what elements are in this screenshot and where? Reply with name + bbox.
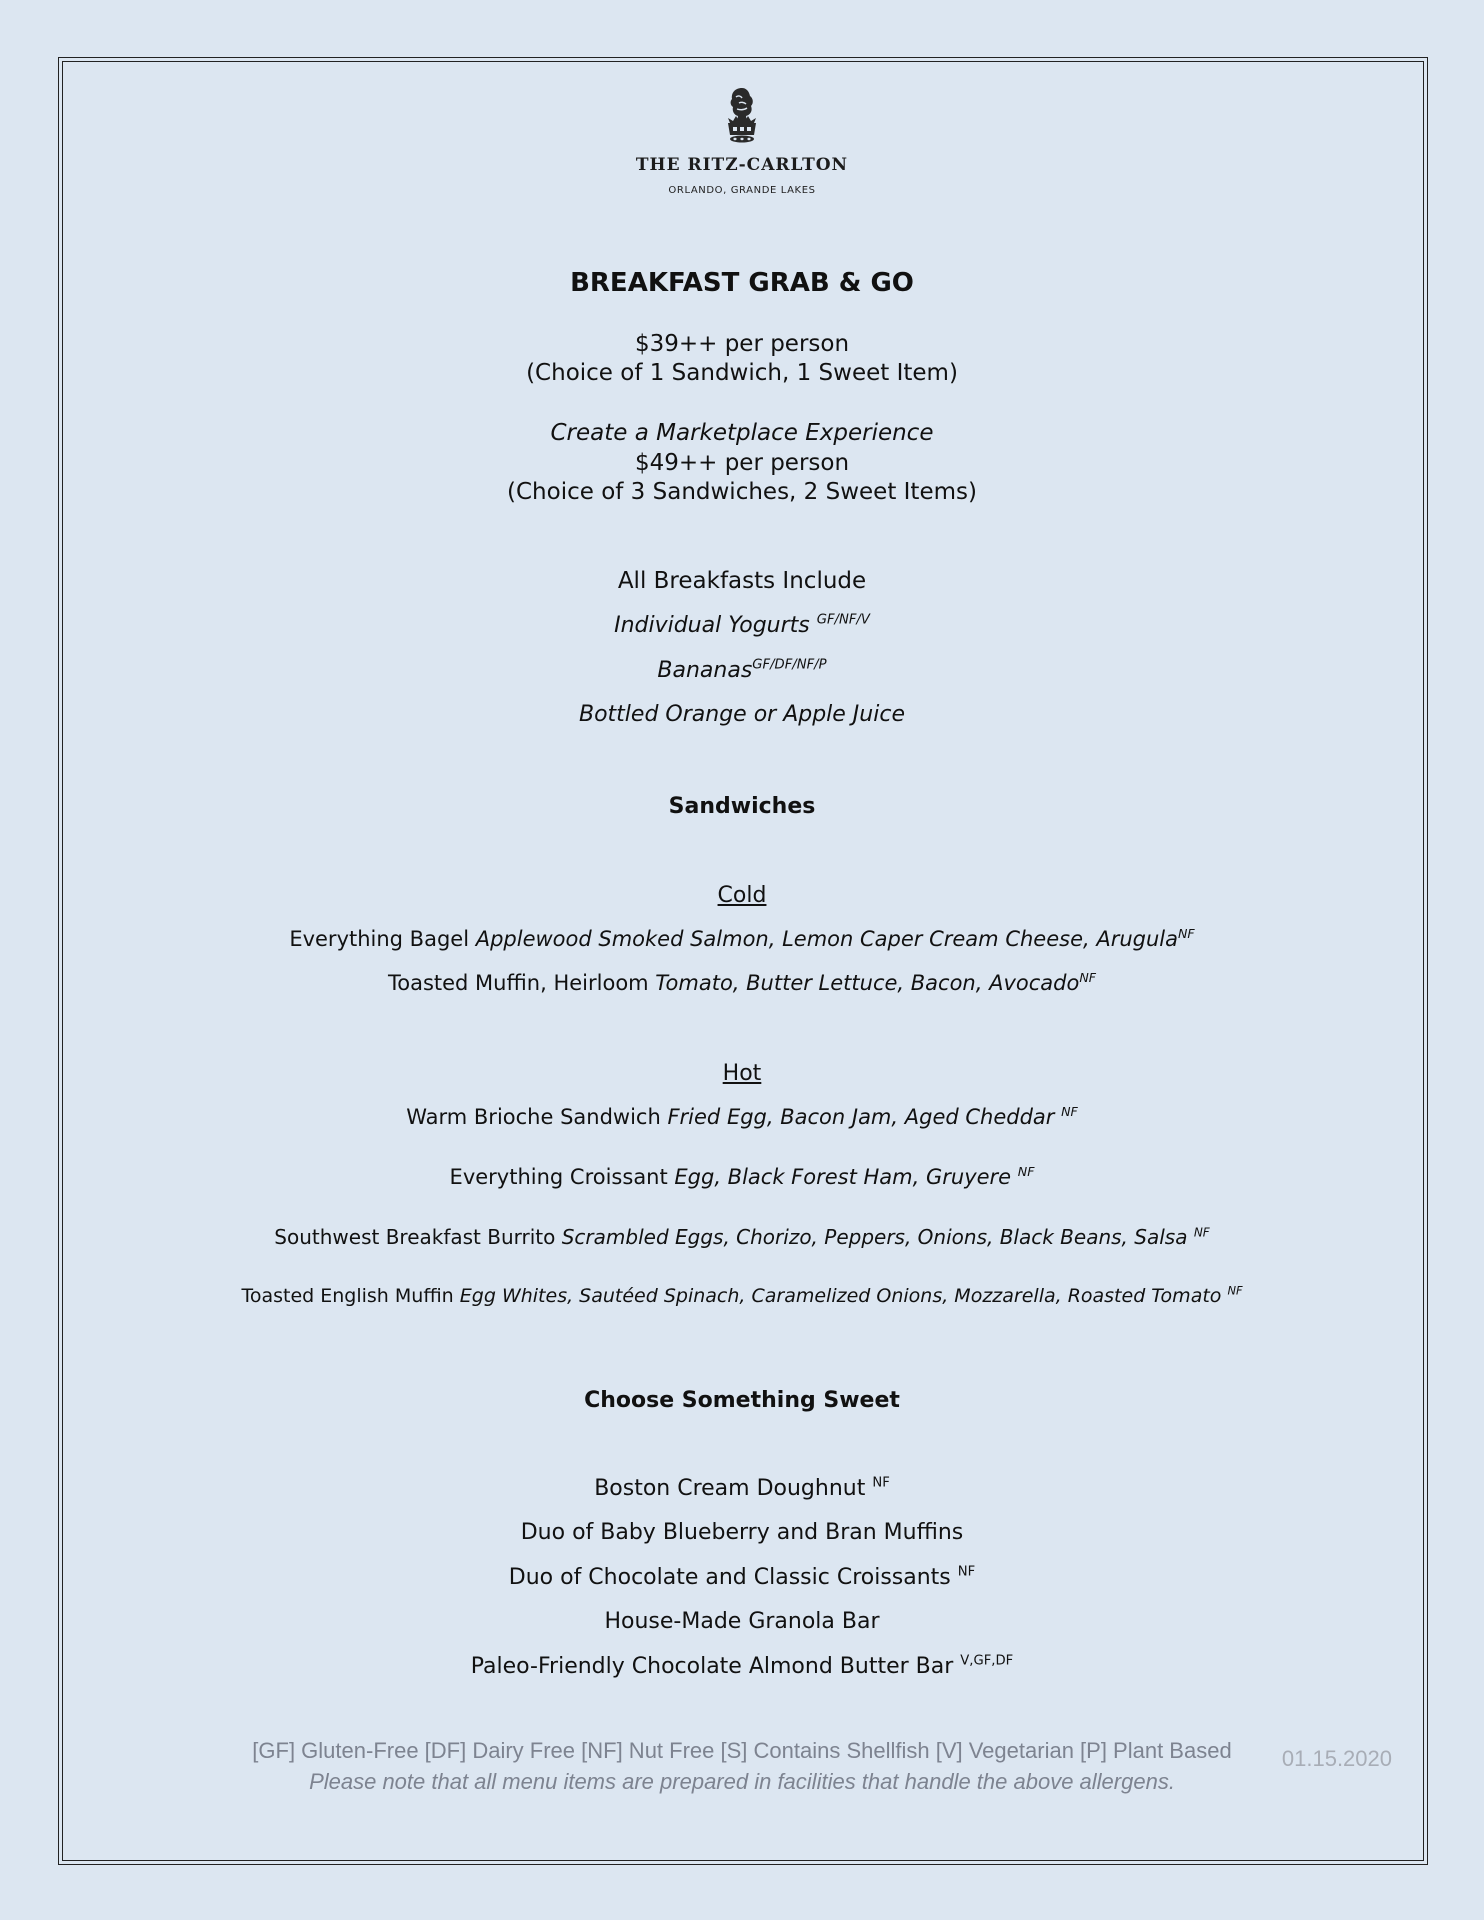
dietary-tag: NF [957, 1564, 976, 1580]
brand-name: THE RITZ-CARLTON [635, 155, 849, 175]
dietary-tag: GF/DF/NF/P [752, 657, 827, 673]
sweet-item: Duo of Baby Blueberry and Bran Muffins [520, 1520, 964, 1545]
dietary-tag: NF [872, 1475, 890, 1491]
lion-crown-icon [720, 85, 764, 145]
hot-sandwich-item: Warm Brioche Sandwich Fried Egg, Bacon Jam, Aged Cheddar $^{NF}$ [406, 1104, 1078, 1129]
dietary-tag: GF/NF/V [816, 612, 870, 628]
marketplace-price: $49++ per person [634, 450, 850, 476]
brand-header [62, 85, 1422, 196]
sweets-heading: Choose Something Sweet [584, 1388, 900, 1413]
dietary-tag: V,GF,DF [960, 1653, 1014, 1669]
cold-sandwich-item: Toasted Muffin, Heirloom Tomato, Butter Lettuce, Bacon, Avocado$^{NF}$ [387, 970, 1096, 995]
marketplace-choice: (Choice of 3 Sandwiches, 2 Sweet Items) [507, 479, 977, 505]
price-choice: (Choice of 1 Sandwich, 1 Sweet Item) [526, 360, 958, 386]
dietary-tag: NF [1178, 926, 1195, 941]
hot-heading: Hot [722, 1061, 762, 1086]
menu-date: 01.15.2020 [1281, 1746, 1392, 1771]
allergen-note: Please note that all menu items are prepared in facilities that handle the above allergens. [309, 1769, 1175, 1794]
sweet-item: Boston Cream Doughnut $^{NF}$ [594, 1475, 890, 1501]
cold-sandwich-item: Everything Bagel Applewood Smoked Salmon, Lemon Caper Cream Cheese, Arugula$^{NF}$ [289, 926, 1195, 951]
sweet-item: Duo of Chocolate and Classic Croissants $^{NF}$ [508, 1564, 976, 1590]
include-item: Individual Yogurts $^{GF/NF/V}$ [614, 612, 870, 638]
allergen-legend: [GF] Gluten-Free [DF] Dairy Free [NF] Nut Free [S] Contains Shellfish [V] Vegetarian [P] Plant Based [252, 1738, 1232, 1763]
sweet-item: Paleo-Friendly Chocolate Almond Butter Bar $^{V,GF,DF}$ [470, 1653, 1014, 1679]
menu-page [62, 61, 1422, 1859]
hot-sandwich-item: Toasted English Muffin Egg Whites, Sautéed Spinach, Caramelized Onions, Mozzarella, Roasted Tomato $^{NF}$ [241, 1283, 1243, 1307]
include-item: Bananas$^{GF/DF/NF/P}$ [657, 657, 827, 683]
dietary-tag: NF [1227, 1283, 1243, 1298]
sandwiches-heading: Sandwiches [668, 794, 816, 819]
price-line: $39++ per person [634, 331, 850, 357]
cold-heading: Cold [717, 883, 767, 908]
includes-heading: All Breakfasts Include [617, 568, 867, 594]
dietary-tag: NF [1017, 1164, 1035, 1179]
sweet-item: House-Made Granola Bar [604, 1609, 880, 1634]
hot-sandwich-item: Southwest Breakfast Burrito Scrambled Eggs, Chorizo, Peppers, Onions, Black Beans, Salsa $^{NF}$ [274, 1225, 1210, 1249]
marketplace-title: Create a Marketplace Experience [550, 420, 934, 446]
dietary-tag: NF [1061, 1104, 1078, 1119]
brand-location: ORLANDO, GRANDE LAKES [668, 185, 816, 196]
hot-sandwich-item: Everything Croissant Egg, Black Forest Ham, Gruyere $^{NF}$ [449, 1164, 1035, 1189]
include-item: Bottled Orange or Apple Juice [579, 702, 905, 727]
dietary-tag: NF [1193, 1225, 1210, 1240]
dietary-tag: NF [1079, 970, 1096, 985]
menu-title: BREAKFAST GRAB & GO [570, 268, 914, 298]
